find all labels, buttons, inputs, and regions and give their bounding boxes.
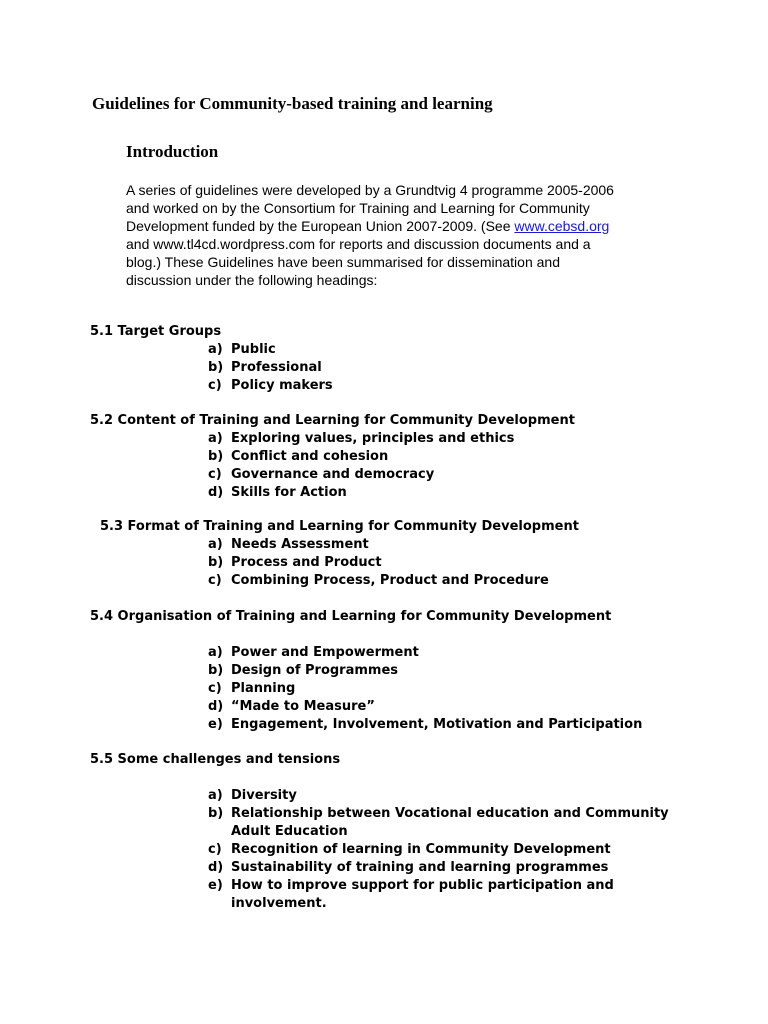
list-item-line: Combining Process, Product and Procedure: [231, 573, 549, 588]
section-heading: 5.2 Content of Training and Learning for Community Development: [90, 413, 575, 428]
list-item: [208, 466, 575, 484]
list-item-text: [231, 430, 514, 448]
list-item-text: [231, 680, 295, 698]
list-item-line: Power and Empowerment: [231, 645, 419, 660]
intro-line: and www.tl4cd.wordpress.com for reports and discussion documents and a: [126, 236, 591, 252]
list-item: [208, 859, 669, 877]
section-item-list: [208, 430, 575, 502]
list-item-text: [231, 359, 322, 377]
list-item-marker: c): [208, 681, 222, 696]
section-item-list: [208, 787, 669, 913]
list-item-marker: b): [208, 806, 224, 821]
list-item-line: involvement.: [231, 896, 327, 911]
list-item: [208, 554, 579, 572]
list-item-line: “Made to Measure”: [231, 699, 375, 714]
intro-line-with-link: [126, 217, 686, 235]
list-item-marker: b): [208, 663, 224, 678]
section-heading: 5.3 Format of Training and Learning for Community Development: [100, 519, 579, 534]
list-item-line: Adult Education: [231, 824, 348, 839]
list-item-line: How to improve support for public participation and: [231, 878, 614, 893]
list-item-line: Policy makers: [231, 378, 333, 393]
section-1: [90, 323, 333, 395]
list-item-marker: a): [208, 645, 223, 660]
list-item-marker: d): [208, 699, 224, 714]
intro-line: blog.) These Guidelines have been summarised for dissemination and: [126, 254, 560, 270]
document-title: Guidelines for Community-based training and learning: [92, 94, 493, 113]
section-heading: 5.5 Some challenges and tensions: [90, 752, 341, 767]
list-item-text: [231, 572, 549, 590]
list-item-line: Conflict and cohesion: [231, 449, 389, 464]
list-item-text: [231, 377, 333, 395]
list-item-marker: b): [208, 449, 224, 464]
list-item-line: Process and Product: [231, 555, 382, 570]
list-item-marker: a): [208, 431, 223, 446]
list-item-text: [231, 805, 669, 841]
list-item-marker: a): [208, 788, 223, 803]
list-item-text: [231, 466, 434, 484]
list-item: [208, 341, 333, 359]
list-item-text: [231, 662, 398, 680]
list-item: [208, 536, 579, 554]
list-item-line: Professional: [231, 360, 322, 375]
section-5: [90, 751, 669, 913]
list-item-text: [231, 716, 642, 734]
intro-line-text: Development funded by the European Union 2007-2009. (See: [126, 218, 515, 234]
list-item-marker: e): [208, 717, 223, 732]
list-item: [208, 787, 669, 805]
list-item-marker: b): [208, 360, 224, 375]
list-item-line: Skills for Action: [231, 485, 347, 500]
introduction-paragraph: [126, 181, 686, 289]
list-item-text: [231, 877, 614, 913]
cebsd-link[interactable]: www.cebsd.org: [514, 218, 610, 234]
section-4: [90, 608, 642, 734]
list-item-text: [231, 341, 276, 359]
list-item-marker: c): [208, 467, 222, 482]
list-item-marker: c): [208, 573, 222, 588]
list-item-line: Diversity: [231, 788, 297, 803]
list-item: [208, 359, 333, 377]
list-item: [208, 716, 642, 734]
list-item-marker: c): [208, 842, 222, 857]
list-item-line: Public: [231, 342, 276, 357]
list-item-text: [231, 554, 382, 572]
list-item: [208, 448, 575, 466]
intro-line: and worked on by the Consortium for Training and Learning for Community: [126, 200, 590, 216]
list-item: [208, 662, 642, 680]
list-item-text: [231, 448, 388, 466]
list-item: [208, 841, 669, 859]
list-item-line: Design of Programmes: [231, 663, 399, 678]
intro-line: A series of guidelines were developed by a Grundtvig 4 programme 2005-2006: [126, 182, 614, 198]
section-item-list: [208, 341, 333, 395]
introduction-heading: Introduction: [126, 142, 219, 161]
list-item-line: Relationship between Vocational education and Community: [231, 806, 669, 821]
list-item-text: [231, 698, 375, 716]
list-item-text: [231, 841, 611, 859]
section-2: [90, 412, 575, 502]
list-item-marker: a): [208, 537, 223, 552]
list-item: [208, 644, 642, 662]
list-item-marker: d): [208, 485, 224, 500]
list-item-line: Sustainability of training and learning programmes: [231, 860, 609, 875]
list-item: [208, 572, 579, 590]
list-item-line: Governance and democracy: [231, 467, 435, 482]
list-item-text: [231, 484, 347, 502]
list-item: [208, 430, 575, 448]
list-item: [208, 484, 575, 502]
list-item-marker: a): [208, 342, 223, 357]
section-3: [90, 518, 579, 590]
list-item-line: Needs Assessment: [231, 537, 369, 552]
list-item-text: [231, 859, 608, 877]
list-item: [208, 377, 333, 395]
intro-line: discussion under the following headings:: [126, 272, 378, 288]
list-item-text: [231, 536, 369, 554]
list-item: [208, 805, 669, 841]
section-heading: 5.4 Organisation of Training and Learning for Community Development: [90, 609, 612, 624]
list-item-line: Exploring values, principles and ethics: [231, 431, 515, 446]
list-item-line: Planning: [231, 681, 296, 696]
list-item-text: [231, 644, 419, 662]
list-item: [208, 680, 642, 698]
section-heading: 5.1 Target Groups: [90, 324, 222, 339]
list-item-text: [231, 787, 297, 805]
list-item-line: Engagement, Involvement, Motivation and Participation: [231, 717, 643, 732]
section-item-list: [208, 644, 642, 734]
list-item-marker: b): [208, 555, 224, 570]
list-item-marker: e): [208, 878, 223, 893]
list-item-line: Recognition of learning in Community Development: [231, 842, 611, 857]
list-item: [208, 877, 669, 913]
list-item-marker: c): [208, 378, 222, 393]
list-item: [208, 698, 642, 716]
section-item-list: [208, 536, 579, 590]
list-item-marker: d): [208, 860, 224, 875]
